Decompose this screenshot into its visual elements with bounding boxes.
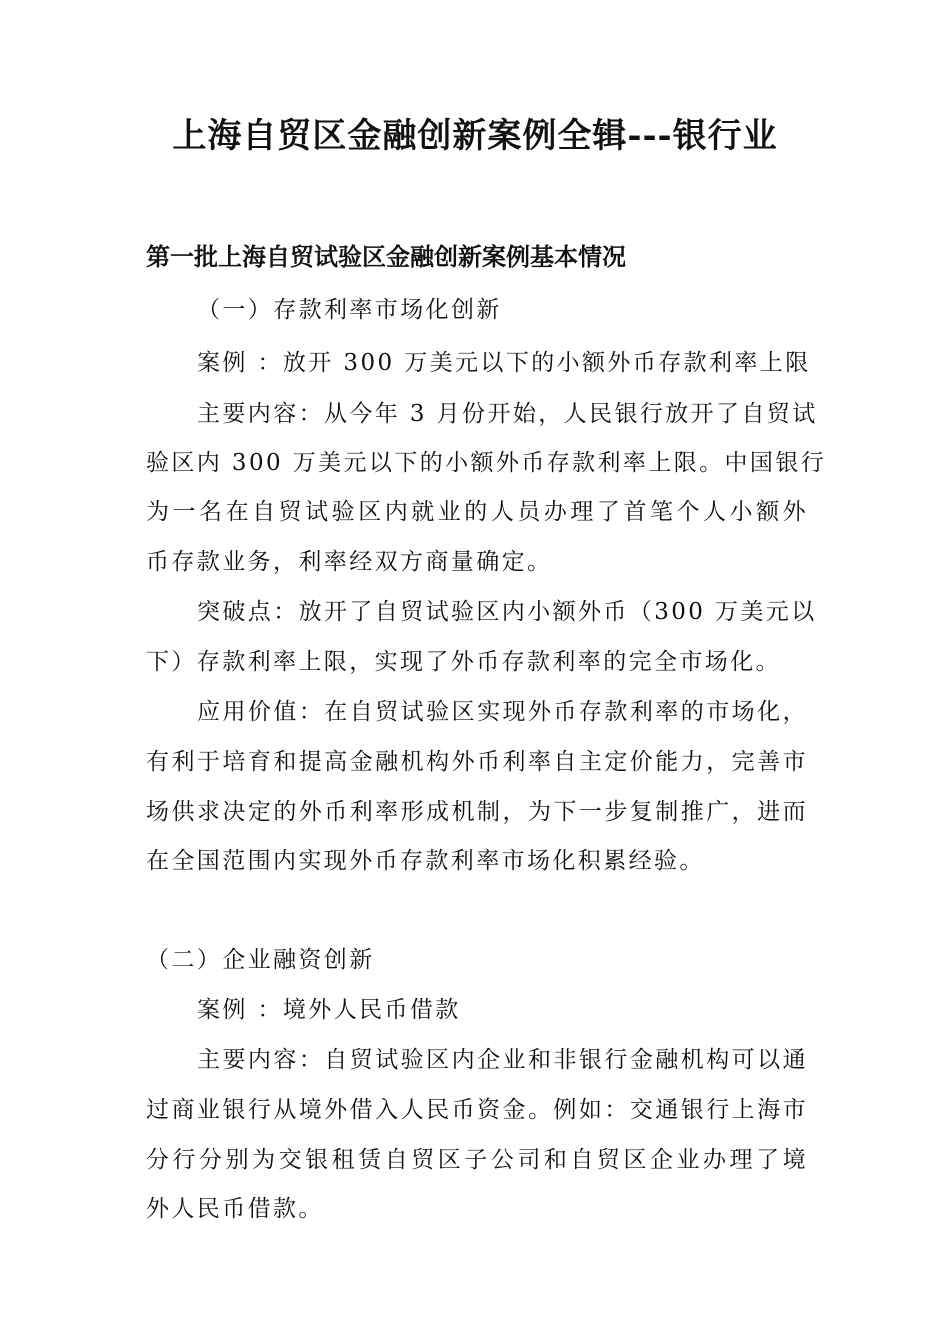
paragraph-line: 外人民币借款。 (146, 1196, 324, 1222)
paragraph-line: 为一名在自贸试验区内就业的人员办理了首笔个人小额外 (146, 499, 808, 525)
paragraph-line: 分行分别为交银租赁自贸区子公司和自贸区企业办理了境 (146, 1147, 808, 1173)
paragraph-line: 验区内 300 万美元以下的小额外币存款利率上限。中国银行 (146, 450, 827, 476)
paragraph-line: 下）存款利率上限，实现了外币存款利率的完全市场化。 (146, 649, 781, 675)
paragraph-line: 有利于培育和提高金融机构外币利率自主定价能力，完善市 (146, 749, 808, 775)
paragraph-line: 主要内容：从今年 3 月份开始，人民银行放开了自贸试 (197, 401, 818, 427)
section-heading: 第一批上海自贸试验区金融创新案例基本情况 (146, 242, 626, 271)
subheading-1: （一）存款利率市场化创新 (197, 297, 502, 323)
paragraph-line: 过商业银行从境外借入人民币资金。例如：交通银行上海市 (146, 1097, 808, 1123)
case-title-2: 案例 ：境外人民币借款 (197, 997, 461, 1023)
paragraph-line: 主要内容：自贸试验区内企业和非银行金融机构可以通 (197, 1047, 808, 1073)
paragraph-line: 突破点：放开了自贸试验区内小额外币（300 万美元以 (197, 599, 817, 625)
paragraph-line: 币存款业务，利率经双方商量确定。 (146, 549, 553, 575)
subheading-2: （二）企业融资创新 (146, 947, 375, 973)
case-title-1: 案例 ：放开 300 万美元以下的小额外币存款利率上限 (197, 350, 811, 376)
paragraph-line: 场供求决定的外币利率形成机制，为下一步复制推广，进而 (146, 799, 808, 825)
paragraph-line: 应用价值：在自贸试验区实现外币存款利率的市场化， (197, 699, 808, 725)
document-title: 上海自贸区金融创新案例全辑---银行业 (172, 116, 778, 156)
paragraph-line: 在全国范围内实现外币存款利率市场化积累经验。 (146, 848, 705, 874)
